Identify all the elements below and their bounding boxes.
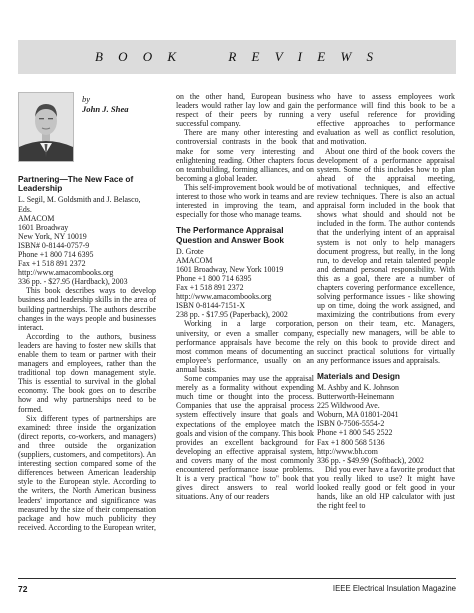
paragraph: on the other hand, European business leaders would rather lay low and gain the respect of their peers by running a successful company. <box>176 92 314 129</box>
paragraph: About one third of the book covers the development of a performance appraisal system. Some of this includes how to plan ahead of the appraisal meeting, motivational techniques, and effective review techniques. There is also an actual appraisal form included in the book that shows what should and should not be included in the form. The author contends that the underlying intent of an appraisal system is not only to help managers document progress, but really, in the long run, to develop and retain talented people and demand personal responsibility. With this as a goal, there are a number of chapters covering performance excellence, solving performance issues - like showing up on time, doing the work assigned, and maximizing the contributions from every person on their team, etc. Managers, especially new managers, will be able to rely on this book to provide direct and succinct practical solutions for virtually any performance issues and appraisals. <box>317 146 455 365</box>
byline-prefix: by <box>82 94 91 104</box>
byline <box>82 92 129 168</box>
section-banner <box>18 40 456 74</box>
page-number: 72 <box>18 584 28 594</box>
paragraph: Six different types of partnerships are examined: three inside the organization (direct reports, co-workers, and managers) and three outside the organization (suppliers, customers, and competitors). An interesting section compared some of the differences between American leadership style to the European style. According to the writers, the North American business leaders' importance and significance was measured by the size of their compensation package and how much publicity they received. According to the European writer, <box>18 413 156 532</box>
author-block <box>18 92 156 168</box>
review-2-title: The Performance Appraisal Question and Answer Book <box>176 225 285 245</box>
magazine-name: IEEE Electrical Insulation Magazine <box>332 584 456 593</box>
paragraph: This book describes ways to develop business and leadership skills in the area of building partnerships. The authors describe changes in the ways people and businesses interact. <box>18 286 156 332</box>
column-2 <box>176 92 314 501</box>
paragraph: This self-improvement book would be of interest to those who work in teams and are interested in improving the team, and especially for those who manage teams. <box>176 182 314 220</box>
paragraph: who have to assess employees work performance will find this book to be a very useful reference for providing effective approaches to performance evaluation as well as conflict resolution, and motivation. <box>317 92 455 147</box>
section-title: B O O K R E V I E W S <box>94 49 380 64</box>
review-1-info: L. Segil, M. Goldsmith and J. Belasco, Eds. AMACOM 1601 Broadway New York, NY 10019 ISBN# 0-8144-0757-9 Phone +1 800 714 6395 Fax +1 518 891 2372 http://www.amacombooks.org 336 pp. - $27.95 (Hardback), 2003 <box>18 195 141 287</box>
review-1-title: Partnering—The New Face of Leadership <box>18 174 134 194</box>
paragraph: There are many other interesting and controversial contrasts in the book that make for some very interesting and enlightening reading. Other chapters focus on teambuilding, forming alliances, and on becoming a global leader. <box>176 128 314 183</box>
paragraph: According to the authors, business leaders are having to foster new skills that enable them to team or partner with their managers and employees, rather than the traditional top down management style. This is essential to survival in the global economy. The book goes on to describe how and why partnerships need to be formed. <box>18 331 156 414</box>
paragraph: Some companies may use the appraisal merely as a formality without expending much time or thought into the process. Companies that use the appraisal process system effectively insure that goals and expectations of the employee match the goals and vision of the company. This book provides an excellent background for developing an effective appraisal system, and covers many of the most commonly encountered performance issue problems. It is a very practical "how to" book that gives direct answers to real world situations. Any of our readers <box>176 374 314 502</box>
column-3 <box>317 92 455 510</box>
paragraph: Did you ever have a favorite product that you really liked to use? It might have looked really good or felt good in your hands, like an old HP calculator with just the right feel to <box>317 464 455 511</box>
author-photo <box>18 92 74 162</box>
paragraph: Working in a large corporation, university, or even a smaller company, performance appraisals have become the most common means of documenting an employee's performance, usually on an annual basis. <box>176 319 314 374</box>
review-3-title: Materials and Design <box>317 370 400 381</box>
author-portrait-icon <box>19 93 73 161</box>
review-3-info: M. Ashby and K. Johnson Butterworth-Heinemann 225 Wildwood Ave. Woburn, MA 01801-2041 ISBN 0-7506-5554-2 Phone +1 800 545 2522 Fax +1 800 568 5136 http://www.bh.com 336 pp. - $49.99 (Softback), 2002 <box>317 383 424 465</box>
page-footer <box>18 578 456 599</box>
author-name: John J. Shea <box>82 104 129 114</box>
review-2-info: D. Grote AMACOM 1601 Broadway, New York 10019 Phone +1 800 714 6395 Fax +1 518 891 2372 http://www.amacombooks.org ISBN 0-8144-7151-X 238 pp. - $17.95 (Paperback), 2002 <box>176 246 288 320</box>
column-1 <box>18 92 156 532</box>
